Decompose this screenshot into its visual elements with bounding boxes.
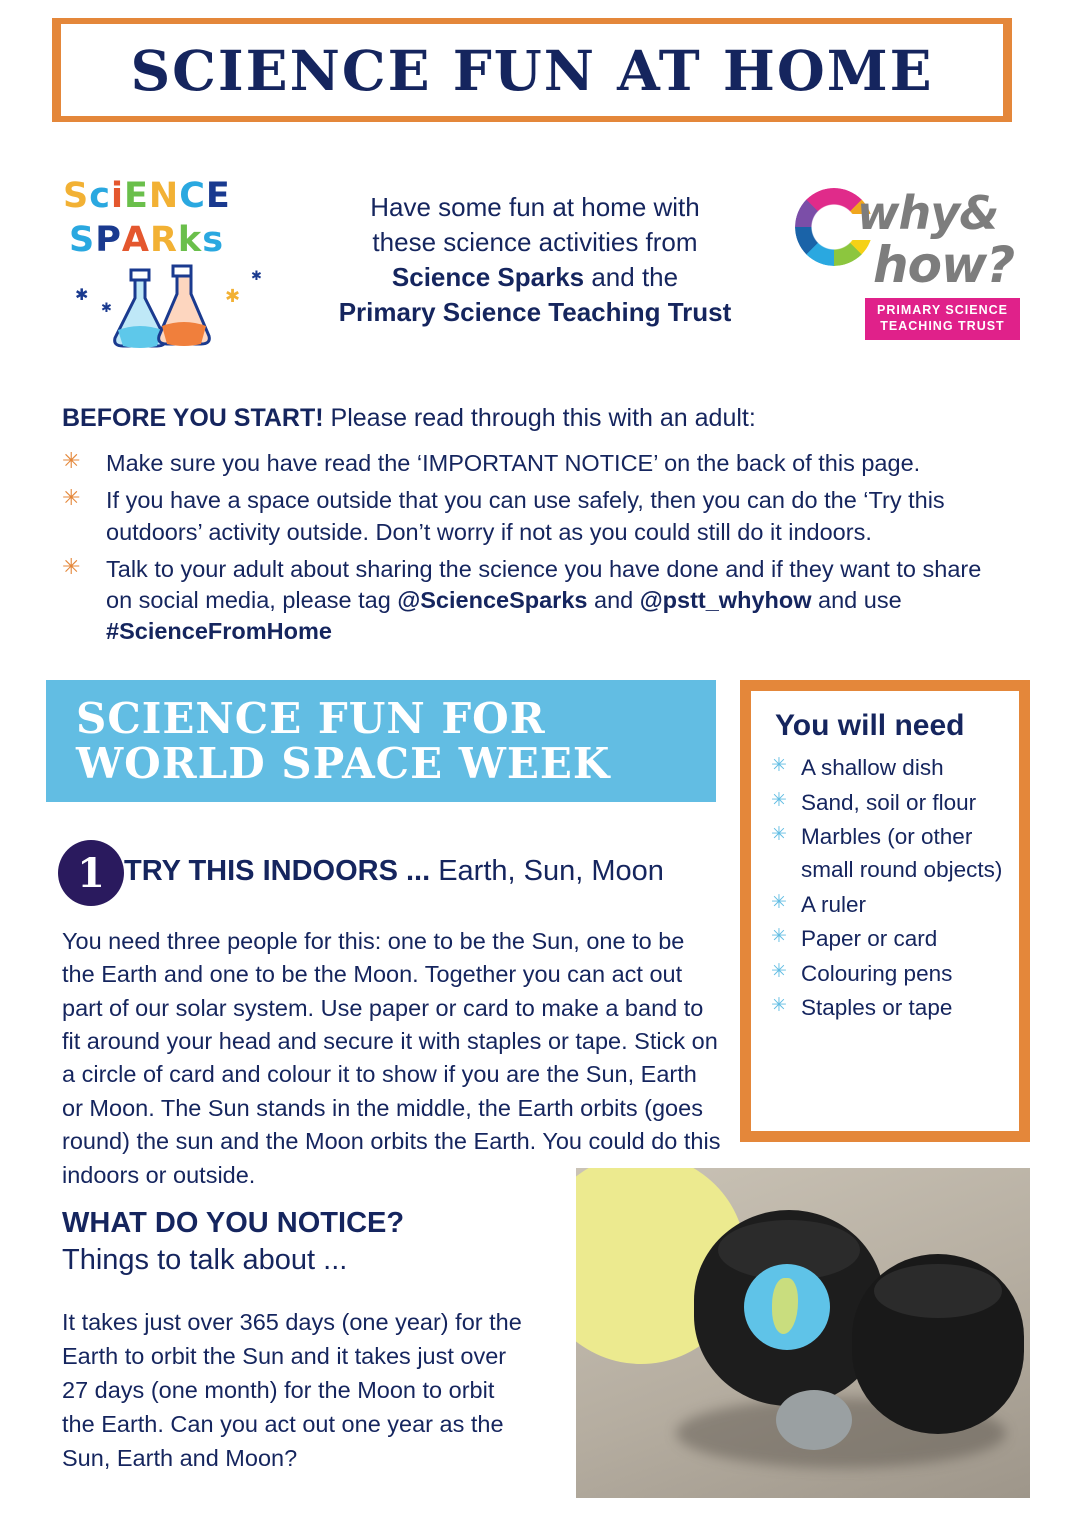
asterisk-icon: ✳ — [771, 891, 787, 913]
section-banner-line2: WORLD SPACE WEEK — [76, 739, 611, 788]
need-item-2: Sand, soil or flour — [801, 789, 977, 815]
asterisk-icon: ✳ — [771, 926, 787, 948]
notice-heading-line1: WHAT DO YOU NOTICE? — [62, 1207, 405, 1239]
intro-line-2: these science activities from — [372, 227, 698, 258]
activity-body: You need three people for this: one to be the Sun, one to be the Earth and one to be the Moon. Together you can act out part of our solar system. Use paper or card to make a band to fit around your head and secure it with staples or tape. Stick on a circle of card and colour it to show if you are the Sun, Earth or Moon. The Sun stands in the middle, the Earth orbits (goes round) the sun and the Moon orbits the Earth. You could do this indoors or outside. — [62, 928, 721, 1188]
title-banner — [52, 18, 1012, 122]
intro-line-1: Have some fun at home with — [370, 192, 700, 222]
section-banner-space-week — [46, 680, 716, 802]
list-item — [751, 786, 1019, 821]
activity-heading-light: Earth, Sun, Moon — [430, 855, 664, 887]
science-sparks-logo — [55, 168, 270, 353]
svg-text:✱: ✱ — [225, 286, 241, 306]
before-item-3 — [106, 554, 997, 648]
asterisk-icon: ✳ — [62, 448, 81, 473]
photo-headband-2-inner — [874, 1264, 1002, 1318]
why-and-how-tagline-line1: PRIMARY SCIENCE — [877, 303, 1008, 317]
why-and-how-word-how: how? — [873, 236, 1015, 294]
why-and-how-tagline — [865, 298, 1020, 340]
intro-line-3 — [300, 260, 770, 295]
hashtag-sciencefromhome: #ScienceFromHome — [106, 618, 332, 645]
before-item-1: Make sure you have read the ‘IMPORTANT NOTICE’ on the back of this page. — [106, 450, 921, 476]
asterisk-icon: ✳ — [771, 789, 787, 811]
list-item — [751, 820, 1019, 887]
svg-text:✱: ✱ — [101, 300, 112, 315]
svg-text:✱: ✱ — [251, 268, 262, 283]
activity-heading — [124, 855, 664, 888]
list-item — [62, 485, 997, 548]
list-item — [751, 751, 1019, 786]
photo-moon-circle — [776, 1390, 852, 1450]
notice-heading — [62, 1205, 542, 1279]
before-item-3-part-c: and use — [811, 587, 902, 613]
title-banner-inner — [61, 24, 1003, 116]
need-item-6: Colouring pens — [801, 960, 953, 986]
section-banner-text — [76, 693, 611, 788]
before-you-start-heading — [62, 404, 756, 433]
flasks-icon — [65, 260, 280, 350]
notice-heading-line2: Things to talk about ... — [62, 1244, 348, 1277]
page-title: SCIENCE FUN AT HOME — [130, 37, 934, 103]
why-and-how-word-why: why& — [857, 186, 999, 240]
science-sparks-logo-line2: SPARks — [69, 220, 225, 260]
social-tag-pstt: @pstt_whyhow — [639, 587, 812, 613]
need-item-5: Paper or card — [801, 926, 938, 952]
asterisk-icon: ✳ — [771, 755, 787, 776]
activity-photo — [576, 1168, 1030, 1498]
you-will-need-box — [740, 680, 1030, 1142]
list-item — [62, 554, 997, 648]
need-item-3: Marbles (or other small round objects) — [801, 824, 1003, 882]
asterisk-icon: ✳ — [62, 553, 81, 579]
asterisk-icon: ✳ — [771, 960, 787, 982]
section-banner-line1: SCIENCE FUN FOR — [76, 693, 546, 743]
social-tag-sciencesparks: @ScienceSparks — [397, 587, 588, 613]
asterisk-icon: ✳ — [771, 824, 787, 846]
need-item-1: A shallow dish — [801, 755, 944, 780]
list-item — [751, 922, 1019, 957]
list-item — [751, 957, 1019, 992]
before-you-start-heading-rest: Please read through this with an adult: — [323, 404, 756, 432]
you-will-need-title: You will need — [775, 709, 965, 742]
notice-body: It takes just over 365 days (one year) for the Earth to orbit the Sun and it takes just over 27 days (one month) for the Moon to orbit the Earth. Can you act out one year as the Sun, Earth and Moon? — [62, 1309, 522, 1472]
you-will-need-list — [751, 751, 1019, 1026]
intro-line-4: Primary Science Teaching Trust — [338, 297, 732, 328]
intro-line-3-bold: Science Sparks — [391, 262, 585, 293]
asterisk-icon: ✳ — [771, 995, 787, 1017]
need-item-7: Staples or tape — [801, 995, 953, 1021]
why-and-how-tagline-line2: TEACHING TRUST — [880, 318, 1005, 333]
intro-line-3-rest: and the — [584, 262, 679, 293]
activity-heading-bold: TRY THIS INDOORS ... — [124, 855, 431, 887]
before-you-start-list — [62, 448, 997, 654]
intro-text — [300, 190, 770, 330]
list-item — [751, 888, 1019, 923]
before-item-2: If you have a space outside that you can use safely, then you can do the ‘Try this outdoors’ activity outside. Don’t worry if not as you could still do it indoors. — [106, 487, 945, 545]
list-item — [751, 991, 1019, 1026]
step-number-badge: 1 — [58, 840, 124, 906]
asterisk-icon: ✳ — [62, 485, 81, 511]
science-sparks-logo-line1: SciENCE — [63, 176, 231, 216]
before-you-start-heading-bold: BEFORE YOU START! — [62, 404, 324, 432]
before-item-3-part-b: and — [587, 587, 640, 613]
list-item — [62, 448, 997, 479]
need-item-4: A ruler — [801, 891, 867, 917]
why-and-how-logo — [795, 178, 1025, 350]
svg-text:✱: ✱ — [75, 287, 89, 304]
before-item-3-part-a: Talk to your adult about sharing the science you have done and if they want to share on social media, please tag — [106, 555, 982, 613]
